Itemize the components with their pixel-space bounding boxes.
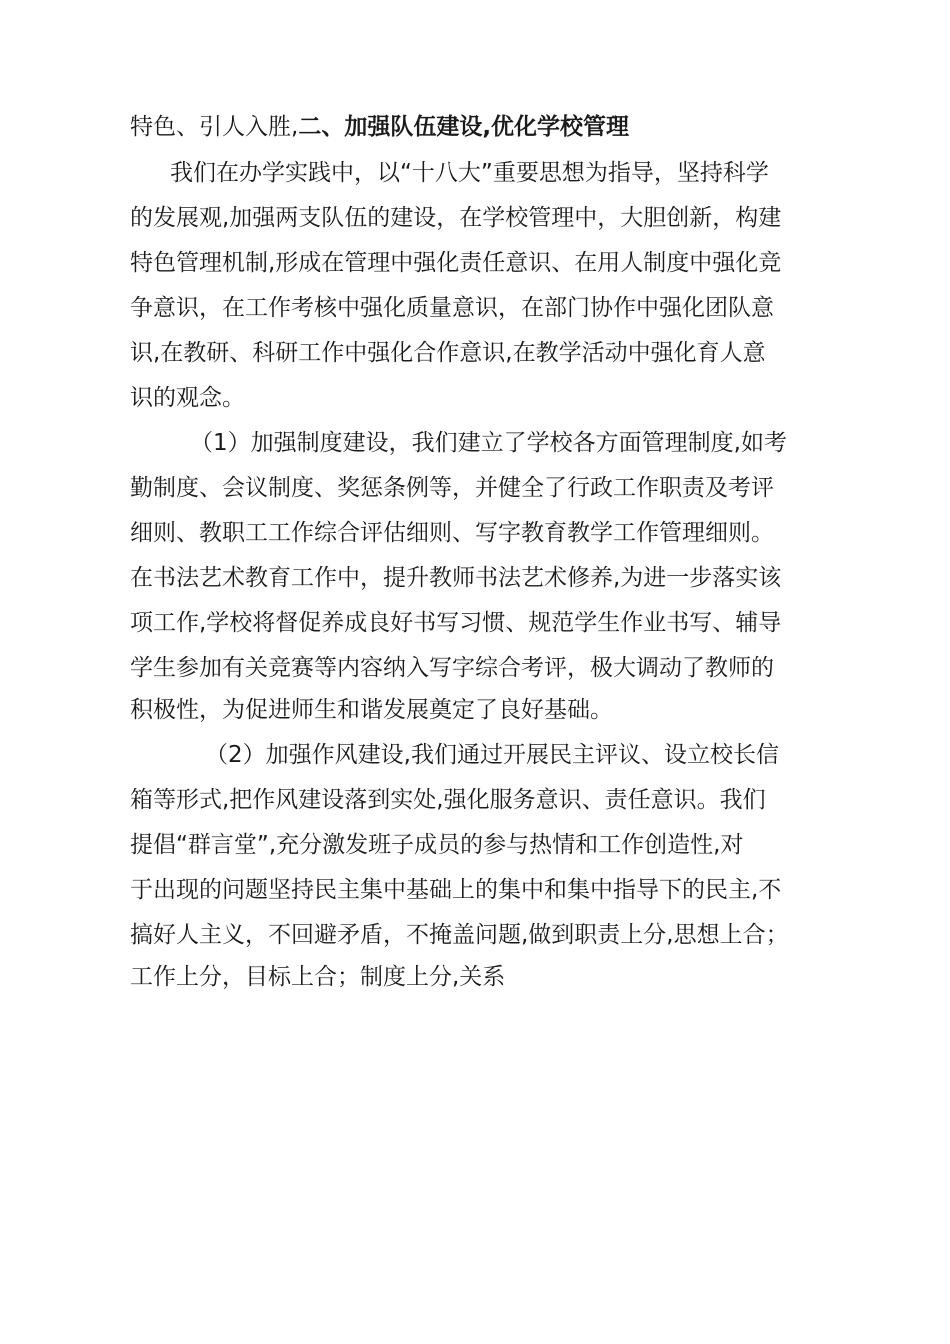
paragraph-line: 项工作,学校将督促养成良好书写习惯、规范学生作业书写、辅导 [130, 610, 782, 636]
text-fragment: 特色、引人入胜, [130, 114, 299, 140]
paragraph-line: 我们在办学实践中，以“十八大”重要思想为指导，坚持科学 [170, 160, 769, 186]
section-heading: 二、加强队伍建设,优化学校管理 [298, 114, 630, 140]
paragraph-line: 的发展观,加强两支队伍的建设，在学校管理中，大胆创新，构建 [130, 205, 782, 231]
paragraph-line: 学生参加有关竞赛等内容纳入写字综合考评，极大调动了教师的 [130, 655, 774, 681]
text-line [130, 109, 840, 145]
paragraph-line: 勤制度、会议制度、奖惩条例等，并健全了行政工作职责及考评 [130, 475, 774, 501]
paragraph-line: 积极性，为促进师生和谐发展奠定了良好基础。 [130, 697, 613, 723]
paragraph-line: （2）加强作风建设,我们通过开展民主评议、设立校长信 [205, 742, 779, 768]
paragraph-line: 识,在教研、科研工作中强化合作意识,在教学活动中强化育人意 [130, 340, 766, 366]
paragraph-line: 箱等形式,把作风建设落到实处,强化服务意识、责任意识。我们 [130, 787, 766, 813]
paragraph-line: 争意识，在工作考核中强化质量意识，在部门协作中强化团队意 [130, 295, 774, 321]
paragraph-line: 特色管理机制,形成在管理中强化责任意识、在用人制度中强化竞 [130, 250, 782, 276]
paragraph-line: 细则、教职工工作综合评估细则、写字教育教学工作管理细则。 [130, 520, 774, 546]
paragraph-line: 识的观念。 [130, 385, 245, 411]
paragraph-line: 于出现的问题坚持民主集中基础上的集中和集中指导下的民主,不 [130, 877, 782, 903]
paragraph-line: 在书法艺术教育工作中，提升教师书法艺术修养,为进一步落实该 [130, 565, 782, 591]
paragraph-line: 搞好人主义，不回避矛盾，不掩盖问题,做到职责上分,思想上合； [130, 922, 789, 948]
paragraph-line: （1）加强制度建设，我们建立了学校各方面管理制度,如考 [190, 430, 787, 456]
paragraph-line: 提倡“群言堂”,充分激发班子成员的参与热情和工作创造性,对 [130, 832, 744, 858]
paragraph-line: 工作上分，目标上合；制度上分,关系 [130, 964, 506, 990]
